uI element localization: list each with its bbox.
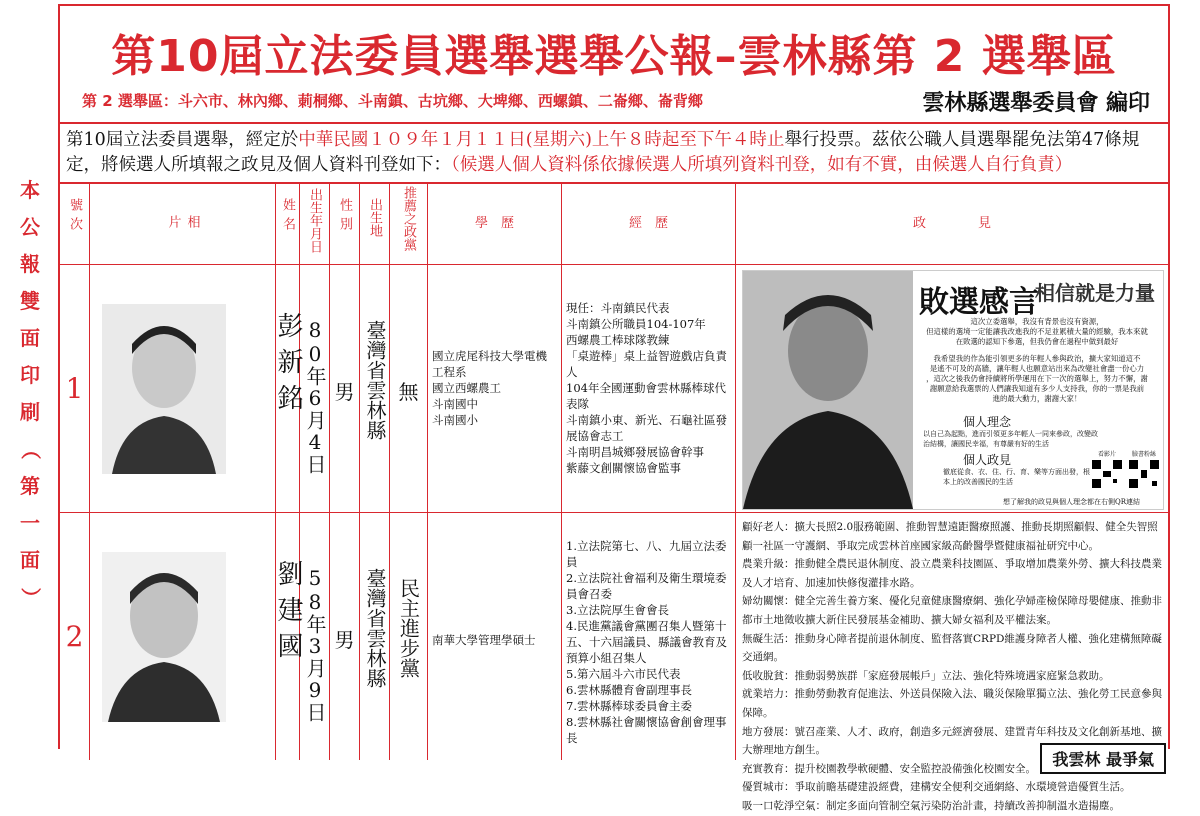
candidate-gender: 男 <box>334 380 355 404</box>
candidate-birth: 80年6月4日 <box>303 318 327 474</box>
candidate-gender: 男 <box>334 628 355 652</box>
experience-item: 紫藤文創關懷協會監事 <box>566 461 681 475</box>
qr-code-icon[interactable] <box>1091 459 1123 489</box>
candidate-party: 民主進步黨 <box>396 578 421 678</box>
side-char: 第 <box>20 474 40 498</box>
qr-label-video: 看影片 <box>1097 451 1116 458</box>
divider <box>60 122 1168 124</box>
experience-item: 「桌遊棒」桌上益智遊戲店負責人 <box>566 349 727 379</box>
campaign-slogan: 我雲林 最爭氣 <box>1040 743 1166 774</box>
col-policy: 政 見 <box>912 216 991 231</box>
candidate-birthplace: 臺灣省雲林縣 <box>363 568 387 688</box>
col-birthplace: 出生地 <box>367 198 382 237</box>
candidate-photo <box>102 304 226 474</box>
side-char: 本 <box>20 178 40 202</box>
policy-item: 就業培力：推動勞動教育促進法、外送員保險入法、職災保險單獨立法、強化勞工民意參與保障。 <box>742 688 1162 719</box>
policy-slogan: 相信就是力量 <box>1035 281 1155 305</box>
policy-item: 婦幼關懷：健全完善生養方案、優化兒童健康醫療網、強化孕婦產檢保障母嬰健康、推動非都市土地徵收擴大新住民發展基金補助、擴大婦女福利及平權法案。 <box>742 595 1162 626</box>
col-education: 學 歷 <box>474 216 514 231</box>
district-list: 第 2 選舉區：斗六市、林內鄉、莿桐鄉、斗南鎮、古坑鄉、大埤鄉、西螺鎮、二崙鄉、崙背鄉 <box>82 92 703 110</box>
experience-item: 現任：斗南鎮民代表 <box>566 301 670 315</box>
candidate-number: 2 <box>65 620 84 653</box>
policy-line: 在敗選的認知下參選，但我仍會在過程中做到最好 <box>955 337 1119 347</box>
side-char: 面 <box>20 548 40 572</box>
candidate-birthplace: 臺灣省雲林縣 <box>363 320 387 440</box>
experience-item: 斗南鎮小東、新光、石龜社區發展協會志工 <box>566 413 727 443</box>
election-notice <box>66 128 1160 178</box>
side-char: 刷 <box>20 400 40 424</box>
policy-line: 但這樣的選境一定能讓我改進我的不足並累積大量的經驗，我本來就 <box>926 327 1148 337</box>
education-item: 南華大學管理學碩士 <box>432 633 536 647</box>
experience-item: 1.立法院第七、八、九屆立法委員 <box>566 539 727 569</box>
policy-item: 充實教育：提升校園教學軟硬體、安全監控設備強化校園安全。 <box>742 762 1036 775</box>
double-side-note <box>12 172 48 616</box>
policy-poster <box>742 270 1164 510</box>
policy-item: 低收脫貧：推動弱勢族群「家庭發展帳戶」立法、強化特殊境遇家庭緊急救助。 <box>742 669 1110 682</box>
policy-heading: 敗選感言 <box>919 285 1039 320</box>
education-item: 國立西螺農工 <box>432 381 501 395</box>
experience-item: 7.雲林縣棒球委員會主委 <box>566 699 692 713</box>
col-name: 姓名 <box>280 198 295 236</box>
qr-label-facebook: 臉書粉絲 <box>1131 451 1156 458</box>
bulletin-title: 第10屆立法委員選舉選舉公報–雲林縣第 2 選舉區 <box>111 31 1117 82</box>
col-experience: 經 歷 <box>628 216 668 231</box>
col-gender: 性別 <box>337 198 352 236</box>
bulletin-frame <box>58 4 1170 812</box>
candidate-table <box>60 182 1168 812</box>
candidate-name: 彭新銘 <box>273 312 303 420</box>
experience-item: 5.第六屆斗六市民代表 <box>566 667 681 681</box>
candidate-photo <box>102 552 226 722</box>
policy-line: 我希望我的作為能引領更多的年輕人參與政治，擴大家知道這不 <box>933 353 1141 363</box>
col-birth: 出生年月日 <box>307 188 322 253</box>
education-item: 斗南國中 <box>432 397 478 411</box>
candidate-name: 劉建國 <box>273 560 303 668</box>
experience-item: 斗南明昌城鄉發展協會幹事 <box>566 445 704 459</box>
experience-item: 斗南鎮公所職員104-107年 <box>566 317 706 331</box>
side-char: 公 <box>20 215 40 239</box>
notice-disclaimer: （候選人個人資料係依據候選人所填列資料刊登，如有不實，由候選人自行負責） <box>451 155 1073 175</box>
side-char: 面 <box>20 326 40 350</box>
candidate-number: 1 <box>65 372 84 405</box>
policy-line: ，這次之後我仍會持續將所學運用在下一次的選舉上，努力不懈，謝 <box>926 374 1148 384</box>
policy-line: 進的最大動力，謝謝大家！ <box>992 394 1082 404</box>
experience-item: 4.民進黨議會黨團召集人暨第十五、十六屆議員、縣議會教育及預算小組召集人 <box>566 619 727 665</box>
concept-text: 以自己為起點，進而引領更多年輕人一同來參政，改變政治結構，讓國民幸福，有尊嚴有好的生活 <box>923 430 1098 448</box>
experience-item: 3.立法院厚生會會長 <box>566 603 669 617</box>
side-char: 一 <box>20 511 40 535</box>
table-row <box>60 264 1168 513</box>
side-char: 報 <box>20 252 40 276</box>
qr-code-icon[interactable] <box>1128 459 1160 489</box>
experience-item: 西螺農工棒球隊教練 <box>566 333 670 347</box>
table-row <box>60 512 1168 812</box>
policy-item: 顧好老人：擴大長照2.0服務範圍、推動智慧遠距醫療照護、推動長期照顧假、健全失智照顧一社區一守護網、爭取完成雲林首座國家級高齡醫學暨健康福祉研究中心。 <box>742 521 1158 552</box>
policy-line: 謝願意給我選票的人們讓我知道有多少人支持我，你的一票是我前 <box>929 384 1145 394</box>
candidate-party: 無 <box>398 380 419 404</box>
policy-item: 優質城市：爭取前瞻基礎建設經費，建構安全便利交通網絡、水環境營造優質生活。 <box>742 781 1131 794</box>
education-item: 國立虎尾科技大學電機工程系 <box>432 349 547 379</box>
col-number: 號次 <box>67 198 82 236</box>
policy-footer: 想了解我的政見與個人理念都在右側QR連結 <box>1003 498 1141 506</box>
policy-item: 無礙生活：推動身心障者提前退休制度、監督落實CRPD維護身障者人權、強化建構無障礙交通網。 <box>742 632 1162 664</box>
notice-part: 第10屆立法委員選舉，經定於 <box>66 130 299 150</box>
policy-line: 是遙不可及的高牆，讓年輕人也願意站出來為改變社會盡一份心力 <box>929 363 1145 373</box>
plan-title: 個人政見 <box>963 453 1012 467</box>
policy-item: 農業升級：推動健全農民退休制度、設立農業科技園區、爭取增加農業外勞、擴大科技農業及人才培育、加速加快修復灌排水路。 <box>742 558 1162 589</box>
notice-part: 舉行投票。茲依公職人員選舉罷免法第47條規定，將候選人所填報之政見及個人資料刊登如下： <box>66 130 1140 175</box>
candidate-portrait-icon <box>743 271 913 509</box>
policy-line: 這次立委選舉，我沒有背景也沒有資源， <box>970 317 1104 326</box>
publisher: 雲林縣選舉委員會 編印 <box>922 91 1150 116</box>
side-char: （ <box>18 439 43 460</box>
experience-item: 8.雲林縣社會關懷協會創會理事長 <box>566 715 727 745</box>
education-item: 斗南國小 <box>432 413 478 427</box>
side-char: 印 <box>20 363 40 387</box>
table-header-row <box>60 184 1168 265</box>
col-photo: 相 片 <box>165 214 200 253</box>
plan-text: 徹底從食、衣、住、行、育、樂等方面出發，根本上的改善國民的生活 <box>943 468 1090 486</box>
concept-title: 個人理念 <box>963 415 1012 429</box>
notice-date: 中華民國１０９年１月１１日(星期六)上午８時起至下午４時止 <box>298 130 785 150</box>
policy-item: 吸一口乾淨空氣：制定多面向管制空氣污染防治計畫，持續改善抑制溫水造揚塵。 <box>742 799 1120 812</box>
experience-item: 104年全國運動會雲林縣棒球代表隊 <box>566 381 726 411</box>
policy-text <box>919 317 1155 405</box>
experience-item: 6.雲林縣體育會副理事長 <box>566 683 692 697</box>
experience-item: 2.立法院社會福利及衛生環境委員會召委 <box>566 571 727 601</box>
candidate-birth: 58年3月9日 <box>303 566 327 722</box>
policy-item: 地方發展：號召產業、人才、政府，創造多元經濟發展、建置青年科技及文化創新基地、擴大辦理地方創生。 <box>742 725 1162 757</box>
side-char: 雙 <box>20 289 40 313</box>
col-party: 推薦之政黨 <box>401 186 416 251</box>
side-char: ） <box>18 587 43 608</box>
